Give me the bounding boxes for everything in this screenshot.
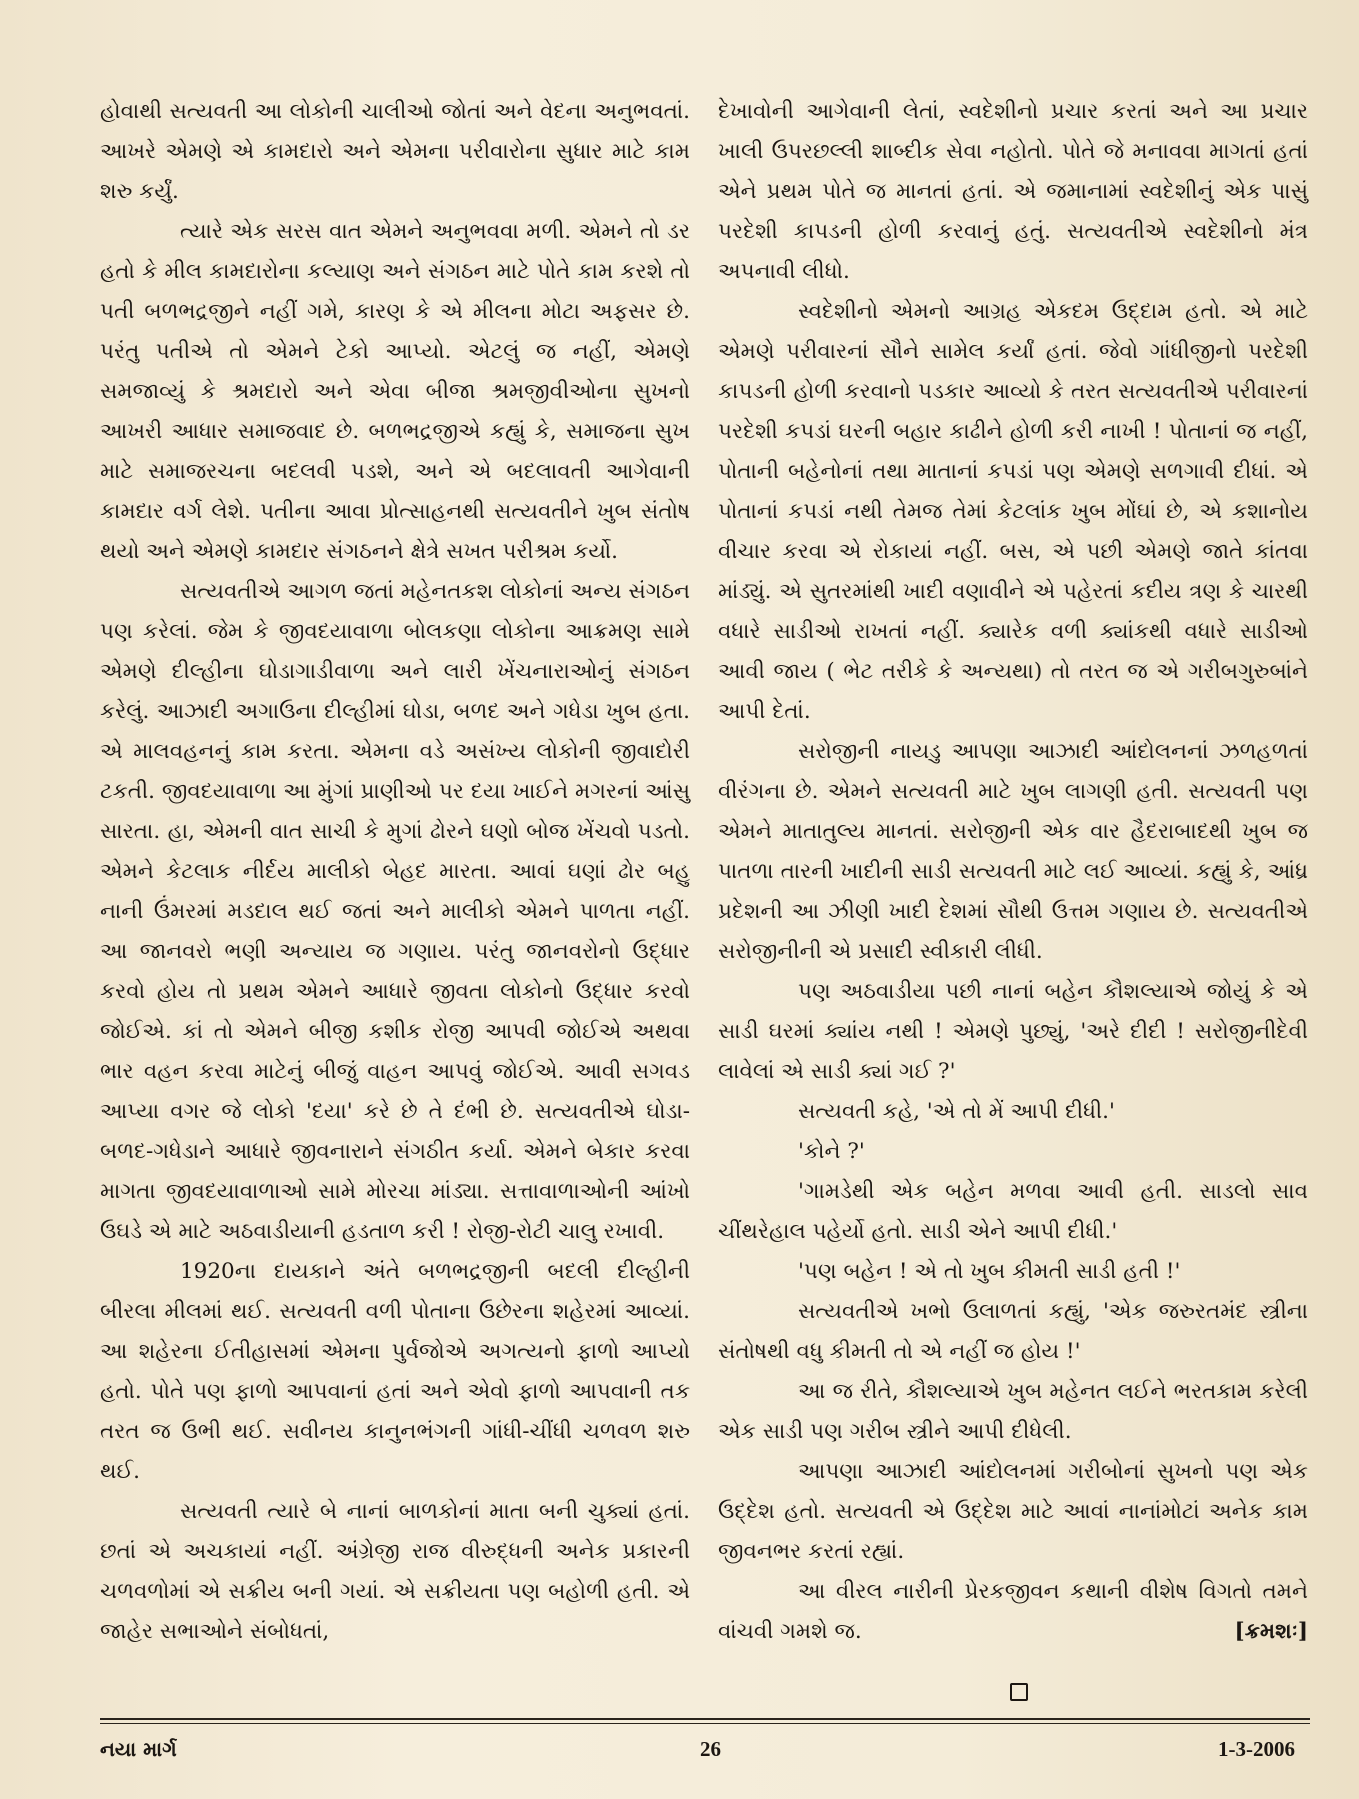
right-paragraph-7: 'ગામડેથી એક બહેન મળવા આવી હતી. સાડલો સાવ ચીંથરેહાલ પહેર્યો હતો. સાડી એને આપી દીધી.' — [718, 1179, 1308, 1244]
right-paragraph-3: સરોજીની નાયડુ આપણા આઝાદી આંદોલનનાં ઝળહળતાં વીરંગના છે. એમને સત્યવતી માટે ખુબ લાગણી હતી. સત્યવતી પણ એમને માતાતુલ્ય માનતાં. સરોજીની એક વાર હૈદરાબાદથી ખુબ જ પાતળા તારની ખાદીની સાડી સત્યવતી માટે લઈ આવ્યાં. કહ્યું કે, આંધ્ર પ્રદેશની આ ઝીણી ખાદી દેશમાં સૌથી ઉત્તમ ગણાય છે. સત્યવતીએ સરોજીનીની એ પ્રસાદી સ્વીકારી લીધી. — [718, 739, 1308, 964]
footer-divider-thin — [100, 1723, 1310, 1724]
right-column — [718, 92, 1308, 1652]
right-paragraph-11: આપણા આઝાદી આંદોલનમાં ગરીબોનાં સુખનો પણ એક ઉદ્દેશ હતો. સત્યવતી એ ઉદ્દેશ માટે આવાં નાનાંમોટાં અનેક કામ જીવનભર કરતાં રહ્યાં. — [718, 1459, 1308, 1564]
square-end-mark-icon — [1010, 1683, 1028, 1701]
left-paragraph-3: સત્યવતીએ આગળ જતાં મહેનતકશ લોકોનાં અન્ય સંગઠન પણ કરેલાં. જેમ કે જીવદયાવાળા બોલકણા લોકોના આક્રમણ સામે એમણે દીલ્હીના ઘોડાગાડીવાળા અને લારી ખેંચનારાઓનું સંગઠન કરેલું. આઝાદી અગાઉના દીલ્હીમાં ઘોડા, બળદ અને ગધેડા ખુબ હતા. એ માલવહનનું કામ કરતા. એમના વડે અસંખ્ય લોકોની જીવાદોરી ટકતી. જીવદયાવાળા આ મુંગાં પ્રાણીઓ પર દયા ખાઈને મગરનાં આંસુ સારતા. હા, એમની વાત સાચી કે મુગાં ઢોરને ઘણો બોજ ખેંચવો પડતો. એમને કેટલાક નીર્દય માલીકો બેહદ મારતા. આવાં ઘણાં ઢોર બહુ નાની ઉંમરમાં મડદાલ થઈ જતાં અને માલીકો એમને પાળતા નહીં. આ જાનવરો ભણી અન્યાય જ ગણાય. પરંતુ જાનવરોનો ઉદ્ધાર કરવો હોય તો પ્રથમ એમને આધારે જીવતા લોકોનો ઉદ્ધાર કરવો જોઈએ. કાં તો એમને બીજી કશીક રોજી આપવી જોઈએ અથવા ભાર વહન કરવા માટેનું બીજું વાહન આપવું જોઈએ. આવી સગવડ આપ્યા વગર જે લોકો 'દયા' કરે છે તે દંભી છે. સત્યવતીએ ઘોડા-બળદ-ગધેડાને આધારે જીવનારાને સંગઠીત કર્યા. એમને બેકાર કરવા માગતા જીવદયાવાળાઓ સામે મોરચા માંડ્યા. સત્તાવાળાઓની આંખો ઉઘડે એ માટે અઠવાડીયાની હડતાળ કરી ! રોજી-રોટી ચાલુ રખાવી. — [100, 579, 690, 1244]
left-paragraph-1: હોવાથી સત્યવતી આ લોકોની ચાલીઓ જોતાં અને વેદના અનુભવતાં. આખરે એમણે એ કામદારો અને એમના પરીવારોના સુધાર માટે કામ શરુ કર્યું. — [100, 99, 690, 204]
footer-divider — [100, 1718, 1310, 1720]
right-paragraph-9: સત્યવતીએ ખભો ઉલાળતાં કહ્યું, 'એક જરુરતમંદ સ્ત્રીના સંતોષથી વધુ કીમતી તો એ નહીં જ હોય !' — [718, 1299, 1308, 1364]
page-number: 26 — [700, 1737, 721, 1761]
left-column — [100, 92, 690, 1652]
issue-date: 1-3-2006 — [1218, 1737, 1295, 1761]
right-paragraph-10: આ જ રીતે, કૌશલ્યાએ ખુબ મહેનત લઈને ભરતકામ કરેલી એક સાડી પણ ગરીબ સ્ત્રીને આપી દીધેલી. — [718, 1379, 1308, 1444]
left-paragraph-4: 1920ના દાયકાને અંતે બળભદ્રજીની બદલી દીલ્હીની બીરલા મીલમાં થઈ. સત્યવતી વળી પોતાના ઉછેરના શહેરમાં આવ્યાં. આ શહેરના ઈતીહાસમાં એમના પુર્વજોએ અગત્યનો ફાળો આપ્યો હતો. પોતે પણ ફાળો આપવાનાં હતાં અને એવો ફાળો આપવાની તક તરત જ ઉભી થઈ. સવીનય કાનુનભંગની ગાંધી-ચીંધી ચળવળ શરુ થઈ. — [100, 1259, 690, 1484]
right-paragraph-8: 'પણ બહેન ! એ તો ખુબ કીમતી સાડી હતી !' — [798, 1259, 1181, 1284]
right-paragraph-4: પણ અઠવાડીયા પછી નાનાં બહેન કૌશલ્યાએ જોયું કે એ સાડી ઘરમાં ક્યાંય નથી ! એમણે પુછ્યું, 'અરે દીદી ! સરોજીનીદેવી લાવેલાં એ સાડી ક્યાં ગઈ ?' — [718, 979, 1308, 1084]
left-paragraph-2: ત્યારે એક સરસ વાત એમને અનુભવવા મળી. એમને તો ડર હતો કે મીલ કામદારોના કલ્યાણ અને સંગઠન માટે પોતે કામ કરશે તો પતી બળભદ્રજીને નહીં ગમે, કારણ કે એ મીલના મોટા અફસર છે. પરંતુ પતીએ તો એમને ટેકો આપ્યો. એટલું જ નહીં, એમણે સમજાવ્યું કે શ્રમદારો અને એવા બીજા શ્રમજીવીઓના સુખનો આખરી આધાર સમાજવાદ છે. બળભદ્રજીએ કહ્યું કે, સમાજના સુખ માટે સમાજરચના બદલવી પડશે, અને એ બદલાવતી આગેવાની કામદાર વર્ગ લેશે. પતીના આવા પ્રોત્સાહનથી સત્યવતીને ખુબ સંતોષ થયો અને એમણે કામદાર સંગઠનને ક્ષેત્રે સખત પરીશ્રમ કર્યો. — [100, 219, 690, 564]
magazine-name: નયા માર્ગ — [100, 1737, 177, 1761]
right-paragraph-6: 'કોને ?' — [798, 1139, 865, 1164]
right-paragraph-2: સ્વદેશીનો એમનો આગ્રહ એકદમ ઉદ્દામ હતો. એ માટે એમણે પરીવારનાં સૌને સામેલ કર્યાં હતાં. જેવો ગાંધીજીનો પરદેશી કાપડની હોળી કરવાનો પડકાર આવ્યો કે તરત સત્યવતીએ પરીવારનાં પરદેશી કપડાં ઘરની બહાર કાઢીને હોળી કરી નાખી ! પોતાનાં જ નહીં, પોતાની બહેનોનાં તથા માતાનાં કપડાં પણ એમણે સળગાવી દીધાં. એ પોતાનાં કપડાં નથી તેમજ તેમાં કેટલાંક ખુબ મોંઘાં છે, એ કશાનોય વીચાર કરવા એ રોકાયાં નહીં. બસ, એ પછી એમણે જાતે કાંતવા માંડ્યું. એ સુતરમાંથી ખાદી વણાવીને એ પહેરતાં કદીય ત્રણ કે ચારથી વધારે સાડીઓ રાખતાં નહીં. ક્યારેક વળી ક્યાંકથી વધારે સાડીઓ આવી જાય ( ભેટ તરીકે કે અન્યથા) તો તરત જ એ ગરીબગુરુબાંને આપી દેતાં. — [718, 299, 1308, 724]
right-paragraph-1: દેખાવોની આગેવાની લેતાં, સ્વદેશીનો પ્રચાર કરતાં અને આ પ્રચાર ખાલી ઉપરછલ્લી શાબ્દીક સેવા નહોતો. પોતે જે મનાવવા માગતાં હતાં એને પ્રથમ પોતે જ માનતાં હતાં. એ જમાનામાં સ્વદેશીનું એક પાસું પરદેશી કાપડની હોળી કરવાનું હતું. સત્યવતીએ સ્વદેશીનો મંત્ર અપનાવી લીધો. — [718, 99, 1308, 284]
right-paragraph-12: આ વીરલ નારીની પ્રેરકજીવન કથાની વીશેષ વિગતો તમને વાંચવી ગમશે જ. — [718, 1579, 1308, 1644]
right-paragraph-5: સત્યવતી કહે, 'એ તો મેં આપી દીધી.' — [798, 1099, 1115, 1124]
continued-marker: [ક્રમશઃ] — [1234, 1619, 1308, 1644]
left-paragraph-5: સત્યવતી ત્યારે બે નાનાં બાળકોનાં માતા બની ચુક્યાં હતાં. છતાં એ અચકાયાં નહીં. અંગ્રેજી રાજ વીરુદ્ધની અનેક પ્રકારની ચળવળોમાં એ સક્રીય બની ગયાં. એ સક્રીયતા પણ બહોળી હતી. એ જાહેર સભાઓને સંબોધતાં, — [100, 1499, 690, 1644]
